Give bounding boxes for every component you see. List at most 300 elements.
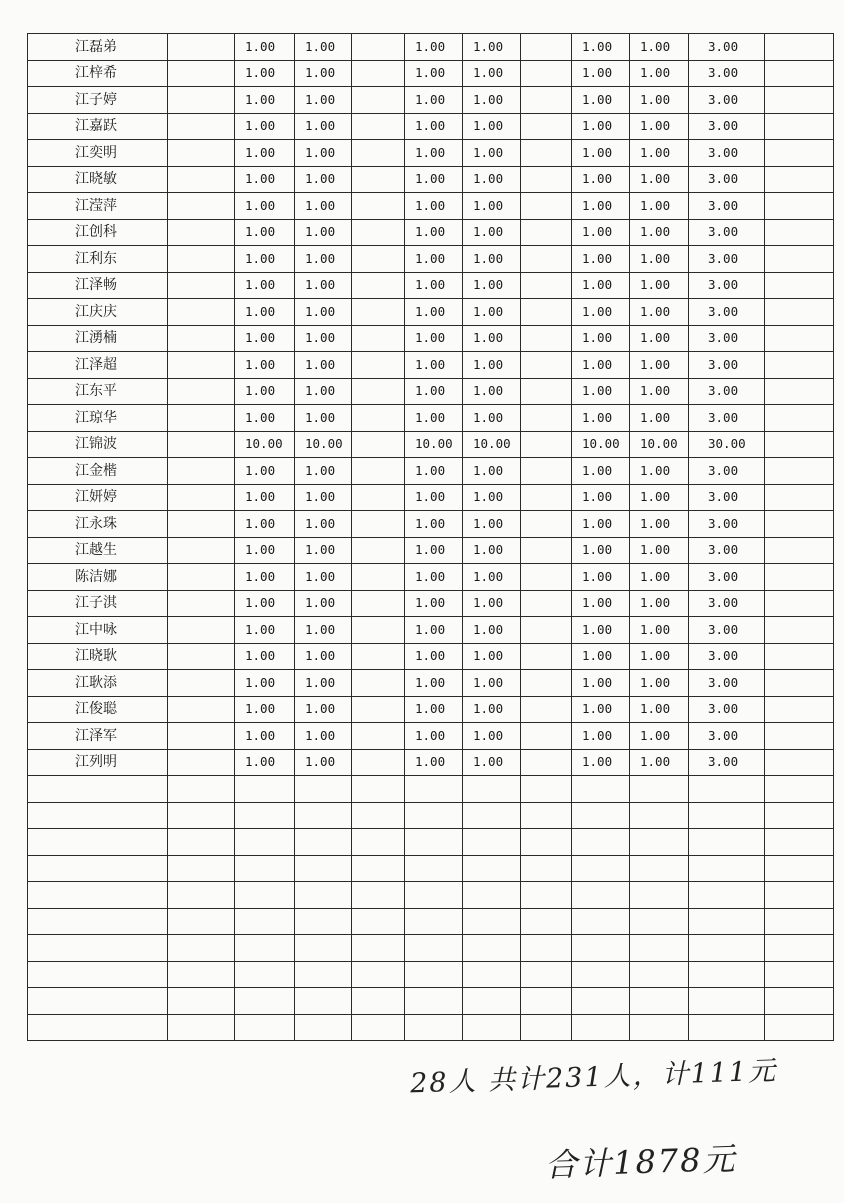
cell-amount <box>168 484 235 511</box>
cell-amount: 1.00 <box>405 564 463 591</box>
cell-total: 3.00 <box>689 113 765 140</box>
cell-amount: 1.00 <box>463 458 521 485</box>
empty-cell <box>463 829 521 856</box>
cell-amount: 1.00 <box>295 352 352 379</box>
cell-amount: 1.00 <box>463 564 521 591</box>
cell-total: 3.00 <box>689 749 765 776</box>
empty-cell <box>295 882 352 909</box>
empty-cell <box>168 829 235 856</box>
empty-cell <box>405 829 463 856</box>
cell-amount <box>765 272 834 299</box>
cell-amount: 1.00 <box>235 643 295 670</box>
cell-total: 3.00 <box>689 60 765 87</box>
cell-amount: 1.00 <box>630 749 689 776</box>
cell-amount: 1.00 <box>630 590 689 617</box>
cell-amount <box>765 458 834 485</box>
empty-cell <box>295 802 352 829</box>
empty-cell <box>572 908 630 935</box>
cell-amount: 1.00 <box>295 405 352 432</box>
cell-amount <box>765 352 834 379</box>
cell-amount <box>521 405 572 432</box>
empty-cell <box>352 829 405 856</box>
table-row <box>28 458 834 485</box>
cell-amount: 1.00 <box>463 696 521 723</box>
cell-amount <box>765 590 834 617</box>
blank-row <box>28 829 834 856</box>
cell-amount: 1.00 <box>463 34 521 61</box>
cell-amount: 1.00 <box>572 34 630 61</box>
cell-amount: 1.00 <box>463 484 521 511</box>
cell-amount: 1.00 <box>630 87 689 114</box>
cell-amount <box>521 60 572 87</box>
cell-amount: 1.00 <box>235 34 295 61</box>
empty-cell <box>405 961 463 988</box>
cell-amount <box>168 325 235 352</box>
cell-amount: 1.00 <box>235 617 295 644</box>
cell-amount <box>352 511 405 538</box>
table-row <box>28 325 834 352</box>
cell-amount <box>168 590 235 617</box>
cell-amount <box>352 140 405 167</box>
cell-amount <box>765 246 834 273</box>
cell-amount: 1.00 <box>405 643 463 670</box>
empty-cell <box>765 1014 834 1041</box>
cell-amount <box>765 617 834 644</box>
empty-cell <box>689 908 765 935</box>
cell-total: 30.00 <box>689 431 765 458</box>
cell-amount <box>765 140 834 167</box>
cell-amount: 1.00 <box>295 537 352 564</box>
empty-cell <box>572 935 630 962</box>
table-row <box>28 60 834 87</box>
cell-amount <box>352 537 405 564</box>
empty-cell <box>689 935 765 962</box>
empty-cell <box>463 1014 521 1041</box>
table-row <box>28 670 834 697</box>
empty-cell <box>689 855 765 882</box>
blank-row <box>28 882 834 909</box>
cell-amount <box>521 537 572 564</box>
cell-amount: 1.00 <box>572 643 630 670</box>
cell-amount <box>521 87 572 114</box>
cell-amount <box>521 458 572 485</box>
cell-amount: 1.00 <box>405 193 463 220</box>
empty-cell <box>521 908 572 935</box>
cell-amount <box>352 670 405 697</box>
cell-amount: 1.00 <box>630 34 689 61</box>
cell-amount: 1.00 <box>295 166 352 193</box>
empty-cell <box>572 776 630 803</box>
cell-amount: 1.00 <box>405 670 463 697</box>
cell-amount: 1.00 <box>295 193 352 220</box>
cell-amount <box>765 87 834 114</box>
cell-total: 3.00 <box>689 564 765 591</box>
blank-row <box>28 855 834 882</box>
table-row <box>28 405 834 432</box>
cell-amount: 1.00 <box>235 166 295 193</box>
empty-cell <box>463 776 521 803</box>
cell-amount <box>521 378 572 405</box>
cell-amount: 1.00 <box>405 696 463 723</box>
empty-cell <box>168 882 235 909</box>
cell-total: 3.00 <box>689 219 765 246</box>
cell-amount: 1.00 <box>235 272 295 299</box>
cell-amount <box>352 325 405 352</box>
empty-cell <box>630 776 689 803</box>
cell-amount <box>352 246 405 273</box>
cell-amount: 1.00 <box>630 643 689 670</box>
cell-amount: 1.00 <box>630 352 689 379</box>
cell-total: 3.00 <box>689 458 765 485</box>
cell-amount: 10.00 <box>405 431 463 458</box>
empty-cell <box>405 935 463 962</box>
cell-amount: 1.00 <box>235 537 295 564</box>
table-row <box>28 484 834 511</box>
empty-cell <box>572 855 630 882</box>
cell-amount: 1.00 <box>463 749 521 776</box>
empty-cell <box>168 1014 235 1041</box>
cell-amount <box>765 60 834 87</box>
cell-amount: 1.00 <box>405 617 463 644</box>
table-row <box>28 352 834 379</box>
cell-name: 江梓希 <box>28 60 168 87</box>
cell-name: 江嘉跃 <box>28 113 168 140</box>
empty-cell <box>168 776 235 803</box>
cell-total: 3.00 <box>689 723 765 750</box>
cell-amount: 1.00 <box>295 272 352 299</box>
cell-amount: 1.00 <box>235 246 295 273</box>
cell-amount: 1.00 <box>630 617 689 644</box>
cell-total: 3.00 <box>689 696 765 723</box>
empty-cell <box>352 935 405 962</box>
cell-amount <box>765 537 834 564</box>
cell-amount: 1.00 <box>295 670 352 697</box>
empty-cell <box>765 908 834 935</box>
cell-amount <box>765 511 834 538</box>
empty-cell <box>28 935 168 962</box>
cell-total: 3.00 <box>689 643 765 670</box>
cell-amount: 1.00 <box>405 60 463 87</box>
cell-amount <box>521 749 572 776</box>
empty-cell <box>28 802 168 829</box>
cell-amount <box>521 219 572 246</box>
table-row <box>28 299 834 326</box>
cell-amount <box>765 564 834 591</box>
cell-amount <box>352 458 405 485</box>
cell-total: 3.00 <box>689 511 765 538</box>
cell-amount: 1.00 <box>630 696 689 723</box>
cell-amount <box>352 299 405 326</box>
cell-amount <box>352 723 405 750</box>
cell-amount <box>765 378 834 405</box>
cell-amount <box>521 140 572 167</box>
cell-amount <box>352 113 405 140</box>
empty-cell <box>295 935 352 962</box>
cell-amount <box>168 617 235 644</box>
cell-name: 江晓耿 <box>28 643 168 670</box>
cell-amount: 1.00 <box>235 723 295 750</box>
cell-amount: 1.00 <box>572 670 630 697</box>
cell-name: 江俊聪 <box>28 696 168 723</box>
table-row <box>28 193 834 220</box>
cell-amount <box>765 166 834 193</box>
empty-cell <box>689 1014 765 1041</box>
cell-amount: 1.00 <box>463 723 521 750</box>
empty-cell <box>765 882 834 909</box>
cell-amount: 1.00 <box>405 511 463 538</box>
empty-cell <box>572 829 630 856</box>
cell-amount <box>765 325 834 352</box>
cell-name: 江妍婷 <box>28 484 168 511</box>
table-row <box>28 696 834 723</box>
cell-amount: 1.00 <box>572 590 630 617</box>
empty-cell <box>521 829 572 856</box>
cell-amount <box>521 696 572 723</box>
cell-total: 3.00 <box>689 166 765 193</box>
cell-amount: 1.00 <box>235 325 295 352</box>
empty-cell <box>168 988 235 1015</box>
cell-amount <box>521 590 572 617</box>
cell-amount: 1.00 <box>295 299 352 326</box>
cell-amount: 1.00 <box>572 405 630 432</box>
cell-name: 江越生 <box>28 537 168 564</box>
empty-cell <box>405 855 463 882</box>
cell-total: 3.00 <box>689 484 765 511</box>
empty-cell <box>352 961 405 988</box>
table-body <box>28 34 834 1041</box>
cell-amount: 1.00 <box>572 60 630 87</box>
empty-cell <box>295 988 352 1015</box>
empty-cell <box>765 776 834 803</box>
cell-amount: 1.00 <box>630 113 689 140</box>
cell-amount <box>168 352 235 379</box>
cell-amount <box>168 272 235 299</box>
cell-amount: 1.00 <box>295 643 352 670</box>
empty-cell <box>235 988 295 1015</box>
cell-total: 3.00 <box>689 670 765 697</box>
cell-name: 江中咏 <box>28 617 168 644</box>
empty-cell <box>463 908 521 935</box>
cell-amount <box>521 34 572 61</box>
cell-amount: 1.00 <box>572 87 630 114</box>
handwritten-note-total: 合计1878元 <box>544 1139 738 1185</box>
cell-amount: 1.00 <box>630 60 689 87</box>
cell-amount: 1.00 <box>295 87 352 114</box>
cell-amount: 1.00 <box>405 246 463 273</box>
table-row <box>28 166 834 193</box>
empty-cell <box>235 908 295 935</box>
cell-amount <box>352 590 405 617</box>
cell-amount: 1.00 <box>295 219 352 246</box>
table-row <box>28 113 834 140</box>
empty-cell <box>168 802 235 829</box>
cell-amount: 1.00 <box>295 590 352 617</box>
empty-cell <box>521 882 572 909</box>
empty-cell <box>521 935 572 962</box>
cell-amount: 10.00 <box>235 431 295 458</box>
cell-amount: 1.00 <box>572 140 630 167</box>
cell-amount: 1.00 <box>463 405 521 432</box>
cell-amount: 1.00 <box>235 378 295 405</box>
empty-cell <box>28 829 168 856</box>
empty-cell <box>630 829 689 856</box>
empty-cell <box>295 855 352 882</box>
cell-amount <box>521 670 572 697</box>
cell-amount <box>352 405 405 432</box>
empty-cell <box>28 961 168 988</box>
cell-amount: 1.00 <box>630 670 689 697</box>
empty-cell <box>352 776 405 803</box>
empty-cell <box>28 988 168 1015</box>
cell-amount: 1.00 <box>572 617 630 644</box>
empty-cell <box>630 855 689 882</box>
cell-amount: 1.00 <box>463 617 521 644</box>
cell-amount <box>352 193 405 220</box>
empty-cell <box>572 961 630 988</box>
cell-name: 江泽畅 <box>28 272 168 299</box>
cell-amount: 1.00 <box>405 590 463 617</box>
cell-amount <box>765 405 834 432</box>
empty-cell <box>765 961 834 988</box>
cell-amount <box>352 34 405 61</box>
cell-amount <box>521 617 572 644</box>
cell-amount: 1.00 <box>630 564 689 591</box>
cell-amount <box>168 696 235 723</box>
cell-name: 江创科 <box>28 219 168 246</box>
cell-amount: 1.00 <box>405 537 463 564</box>
cell-amount: 1.00 <box>295 696 352 723</box>
empty-cell <box>689 829 765 856</box>
cell-amount: 1.00 <box>630 272 689 299</box>
cell-amount: 1.00 <box>405 166 463 193</box>
empty-cell <box>521 776 572 803</box>
cell-amount: 1.00 <box>572 166 630 193</box>
cell-amount: 1.00 <box>572 537 630 564</box>
cell-amount <box>765 299 834 326</box>
cell-amount <box>352 617 405 644</box>
cell-amount: 1.00 <box>235 696 295 723</box>
table-row <box>28 34 834 61</box>
empty-cell <box>463 988 521 1015</box>
cell-amount <box>352 60 405 87</box>
empty-cell <box>572 802 630 829</box>
cell-amount: 1.00 <box>295 511 352 538</box>
cell-name: 江利东 <box>28 246 168 273</box>
empty-cell <box>630 802 689 829</box>
empty-cell <box>521 961 572 988</box>
cell-name: 江耿添 <box>28 670 168 697</box>
empty-cell <box>689 802 765 829</box>
cell-amount: 1.00 <box>572 193 630 220</box>
cell-amount <box>765 219 834 246</box>
cell-amount: 1.00 <box>295 749 352 776</box>
cell-amount: 1.00 <box>463 140 521 167</box>
cell-name: 江锦波 <box>28 431 168 458</box>
empty-cell <box>630 882 689 909</box>
cell-amount <box>168 299 235 326</box>
cell-amount: 1.00 <box>463 219 521 246</box>
cell-amount: 1.00 <box>235 219 295 246</box>
empty-cell <box>28 908 168 935</box>
empty-cell <box>521 988 572 1015</box>
cell-amount: 1.00 <box>572 113 630 140</box>
cell-amount: 1.00 <box>630 511 689 538</box>
cell-amount: 1.00 <box>630 299 689 326</box>
cell-amount: 1.00 <box>235 484 295 511</box>
empty-cell <box>352 1014 405 1041</box>
table-row <box>28 219 834 246</box>
cell-amount: 1.00 <box>405 219 463 246</box>
cell-amount <box>168 643 235 670</box>
empty-cell <box>405 1014 463 1041</box>
cell-name: 陈洁娜 <box>28 564 168 591</box>
cell-amount <box>765 670 834 697</box>
cell-amount: 10.00 <box>295 431 352 458</box>
cell-amount <box>521 723 572 750</box>
empty-cell <box>28 882 168 909</box>
empty-cell <box>689 882 765 909</box>
table-row <box>28 564 834 591</box>
cell-amount <box>352 431 405 458</box>
cell-amount: 1.00 <box>405 34 463 61</box>
empty-cell <box>521 1014 572 1041</box>
cell-total: 3.00 <box>689 193 765 220</box>
blank-row <box>28 908 834 935</box>
empty-cell <box>765 935 834 962</box>
empty-cell <box>28 1014 168 1041</box>
cell-amount <box>521 166 572 193</box>
table-row <box>28 723 834 750</box>
cell-amount <box>521 484 572 511</box>
cell-amount: 1.00 <box>572 246 630 273</box>
cell-amount: 1.00 <box>463 193 521 220</box>
cell-name: 江庆庆 <box>28 299 168 326</box>
blank-row <box>28 776 834 803</box>
blank-row <box>28 802 834 829</box>
cell-amount: 1.00 <box>630 378 689 405</box>
cell-amount <box>521 564 572 591</box>
empty-cell <box>295 1014 352 1041</box>
cell-amount: 1.00 <box>235 590 295 617</box>
cell-amount: 1.00 <box>235 299 295 326</box>
cell-amount <box>521 193 572 220</box>
empty-cell <box>463 802 521 829</box>
cell-name: 江湧楠 <box>28 325 168 352</box>
cell-amount <box>521 246 572 273</box>
cell-amount: 1.00 <box>405 140 463 167</box>
cell-amount: 1.00 <box>405 405 463 432</box>
cell-amount: 1.00 <box>235 749 295 776</box>
cell-amount: 1.00 <box>463 272 521 299</box>
cell-amount: 10.00 <box>630 431 689 458</box>
cell-amount: 1.00 <box>295 458 352 485</box>
table-row <box>28 590 834 617</box>
cell-amount <box>765 431 834 458</box>
cell-amount: 1.00 <box>463 113 521 140</box>
cell-amount: 1.00 <box>630 140 689 167</box>
empty-cell <box>405 882 463 909</box>
empty-cell <box>630 908 689 935</box>
cell-amount <box>521 272 572 299</box>
cell-amount: 1.00 <box>572 378 630 405</box>
empty-cell <box>405 908 463 935</box>
cell-name: 江晓敏 <box>28 166 168 193</box>
table-row <box>28 617 834 644</box>
empty-cell <box>463 882 521 909</box>
cell-name: 江子淇 <box>28 590 168 617</box>
cell-amount: 1.00 <box>405 484 463 511</box>
cell-amount: 1.00 <box>235 564 295 591</box>
